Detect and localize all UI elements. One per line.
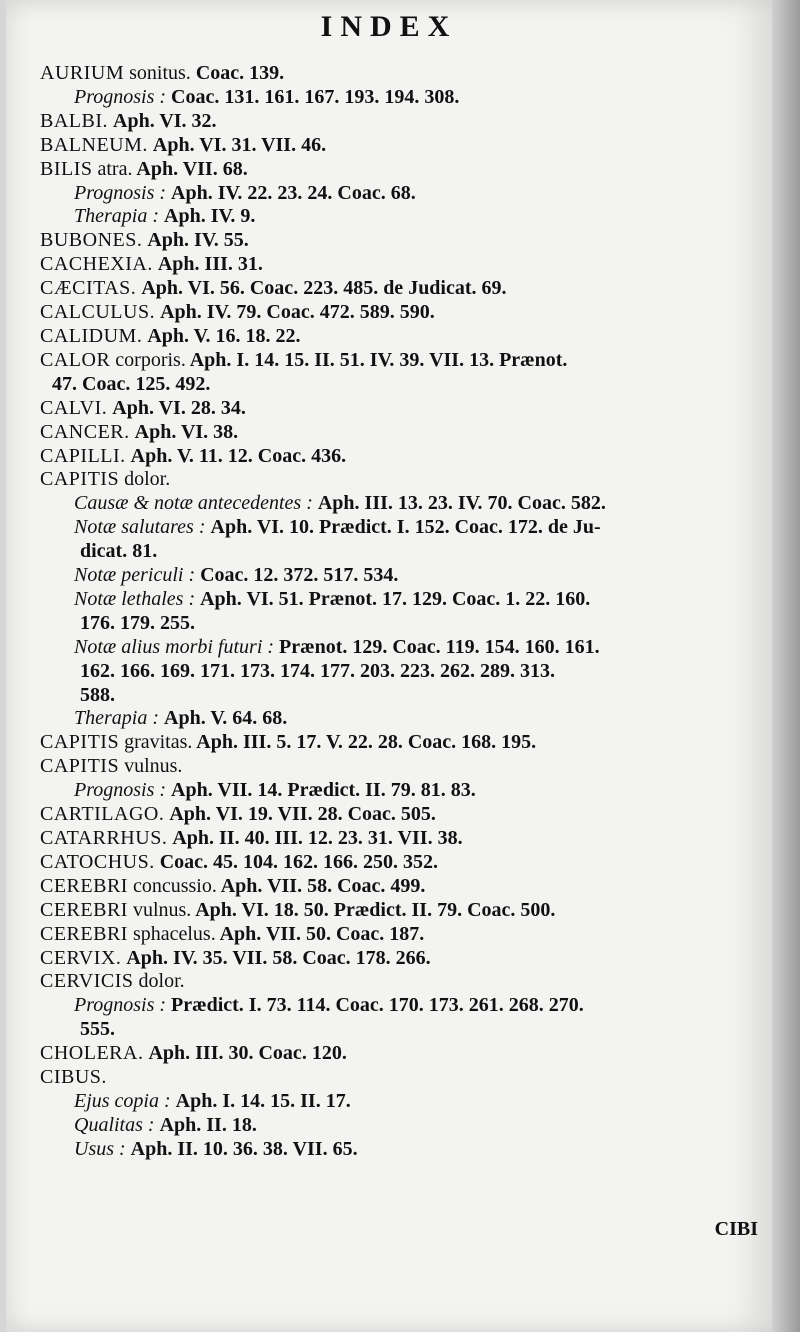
entry-heading: CATARRHUS.: [40, 827, 168, 849]
index-subentry: [40, 516, 765, 540]
entry-heading: CHOLERA.: [40, 1042, 144, 1065]
entry-references: Aph. VI. 31. VII. 46.: [152, 133, 327, 156]
entry-references: Aph. III. 13. 23. IV. 70. Coac. 582.: [317, 492, 606, 515]
index-subentry: [40, 1138, 765, 1162]
entry-text: sonitus.: [129, 62, 191, 84]
index-subentry: [40, 994, 765, 1018]
index-subentry: [40, 707, 765, 731]
index-entry: [40, 158, 765, 182]
entry-references: Aph. VI. 56. Coac. 223. 485. de Judicat. 69.: [141, 277, 507, 300]
entry-references: Aph. IV. 35. VII. 58. Coac. 178. 266.: [126, 946, 431, 969]
index-subentry: [40, 86, 765, 110]
index-entry: [40, 803, 765, 827]
entry-heading: BALBI.: [40, 109, 108, 132]
entry-label: Notæ salutares :: [74, 516, 206, 539]
entry-references: Prænot. 129. Coac. 119. 154. 160. 161.: [279, 635, 600, 658]
entry-references: Aph. VII. 50. Coac. 187.: [215, 922, 425, 945]
index-entry-continuation: [40, 373, 765, 397]
index-entry-continuation: [40, 684, 765, 708]
index-entry: [40, 899, 765, 923]
entry-references: 176. 179. 255.: [80, 611, 195, 634]
entry-text: sphacelus.: [132, 922, 216, 945]
entry-heading: CALOR: [40, 348, 111, 371]
entry-references: Aph. V. 64. 68.: [164, 707, 288, 730]
index-entry: [40, 325, 765, 349]
index-subentry: [40, 1090, 765, 1114]
page-edge-shadow: [772, 0, 800, 1332]
index-subentry: [40, 492, 765, 516]
page-title: INDEX: [320, 10, 458, 43]
entry-label: Notæ alius morbi futuri :: [74, 635, 275, 658]
index-entry: [40, 731, 765, 755]
index-entry: [40, 923, 765, 947]
entry-references: Coac. 139.: [190, 62, 285, 84]
entry-references: Coac. 12. 372. 517. 534.: [200, 564, 399, 587]
entry-references: Aph. III. 5. 17. V. 22. 28. Coac. 168. 195.: [192, 731, 537, 754]
index-entry: [40, 851, 765, 875]
entry-label: Causæ & notæ antecedentes :: [74, 492, 313, 515]
entry-label: Notæ periculi :: [74, 564, 196, 587]
entry-references: Aph. V. 11. 12. Coac. 436.: [130, 444, 347, 467]
entry-references: Aph. I. 14. 15. II. 51. IV. 39. VII. 13. Prænot.: [185, 348, 568, 371]
entry-references: Coac. 131. 161. 167. 193. 194. 308.: [171, 85, 460, 108]
index-subentry: [40, 636, 765, 660]
entry-text: atra.: [97, 157, 133, 180]
index-subentry: [40, 564, 765, 588]
index-subentry: [40, 1114, 765, 1138]
entry-text: gravitas.: [124, 731, 193, 754]
entry-text: dolor.: [124, 468, 171, 491]
index-subentry: [40, 205, 765, 229]
entry-references: 47. Coac. 125. 492.: [52, 372, 211, 395]
entry-heading: CALIDUM.: [40, 324, 143, 347]
entry-references: Aph. III. 31.: [157, 253, 263, 276]
index-entry: [40, 349, 765, 373]
entry-text: vulnus.: [124, 755, 183, 778]
index-entry: [40, 755, 765, 779]
entry-heading: CALVI.: [40, 396, 108, 419]
entry-references: Aph. VII. 14. Prædict. II. 79. 81. 83.: [171, 779, 476, 802]
entry-heading: CEREBRI: [40, 898, 128, 921]
entry-references: Aph. I. 14. 15. II. 17.: [175, 1089, 351, 1112]
entry-references: Aph. VII. 68.: [132, 157, 248, 180]
entry-heading: CERVICIS: [40, 970, 134, 993]
index-entry: [40, 445, 765, 469]
entry-references: Aph. VI. 32.: [113, 109, 217, 132]
entry-references: dicat. 81.: [80, 540, 158, 563]
entry-references: Aph. IV. 55.: [147, 229, 249, 252]
entry-references: Prædict. I. 73. 114. Coac. 170. 173. 261. 268. 270.: [171, 994, 584, 1017]
entry-references: Aph. VI. 38.: [134, 420, 239, 443]
entry-heading: AURIUM: [40, 62, 125, 84]
entry-label: Prognosis :: [74, 85, 167, 108]
index-subentry: [40, 182, 765, 206]
entry-heading: BALNEUM.: [40, 133, 148, 156]
entry-label: Prognosis :: [74, 994, 167, 1017]
entry-heading: BUBONES.: [40, 229, 143, 252]
entry-label: Prognosis :: [74, 779, 167, 802]
entry-heading: CEREBRI: [40, 874, 128, 897]
index-entry-continuation: [40, 1018, 765, 1042]
entry-references: Coac. 45. 104. 162. 166. 250. 352.: [159, 850, 439, 873]
entry-references: Aph. IV. 79. Coac. 472. 589. 590.: [160, 301, 435, 324]
entry-references: Aph. VI. 19. VII. 28. Coac. 505.: [169, 803, 436, 826]
index-entry: [40, 62, 765, 86]
index-entry-continuation: [40, 660, 765, 684]
entry-text: concussio.: [132, 874, 217, 897]
entry-label: Qualitas :: [74, 1113, 155, 1136]
entry-heading: CAPITIS: [40, 755, 120, 778]
entry-references: Aph. VI. 10. Prædict. I. 152. Coac. 172. de Ju-: [210, 516, 601, 539]
index-entry: [40, 947, 765, 971]
entry-heading: CIBUS.: [40, 1066, 107, 1089]
entry-heading: CANCER.: [40, 420, 130, 443]
index-entry: [40, 970, 765, 994]
index-entry: [40, 468, 765, 492]
entry-references: 555.: [80, 1018, 115, 1041]
entry-heading: CALCULUS.: [40, 301, 156, 324]
entry-references: Aph. VI. 28. 34.: [112, 396, 246, 419]
entry-text: corporis.: [115, 348, 186, 371]
index-entry: [40, 110, 765, 134]
entry-label: Notæ lethales :: [74, 587, 196, 610]
index-entry: [40, 1066, 765, 1090]
book-page: [6, 0, 772, 1332]
entry-references: Aph. III. 30. Coac. 120.: [148, 1042, 347, 1065]
entry-references: Aph. II. 18.: [159, 1113, 257, 1136]
entry-heading: CAPILLI.: [40, 444, 126, 467]
entry-label: Prognosis :: [74, 181, 167, 204]
entry-label: Therapia :: [74, 205, 159, 228]
entry-text: dolor.: [138, 970, 185, 993]
index-entry: [40, 1042, 765, 1066]
entry-references: Aph. VI. 51. Prænot. 17. 129. Coac. 1. 22. 160.: [200, 587, 591, 610]
index-subentry: [40, 779, 765, 803]
entry-references: Aph. VI. 18. 50. Prædict. II. 79. Coac. 500.: [191, 898, 556, 921]
entry-heading: BILIS: [40, 157, 93, 180]
index-list: [40, 62, 765, 1162]
entry-label: Usus :: [74, 1137, 126, 1160]
index-entry: [40, 421, 765, 445]
entry-label: Therapia :: [74, 707, 159, 730]
index-entry: [40, 229, 765, 253]
entry-heading: CEREBRI: [40, 922, 128, 945]
entry-references: Aph. VII. 58. Coac. 499.: [216, 874, 426, 897]
index-entry: [40, 277, 765, 301]
entry-heading: CARTILAGO.: [40, 803, 165, 826]
entry-references: 588.: [80, 683, 115, 706]
index-entry-continuation: [40, 612, 765, 636]
entry-heading: CATOCHUS.: [40, 850, 155, 873]
index-entry: [40, 827, 765, 851]
entry-label: Ejus copia :: [74, 1089, 171, 1112]
entry-references: Aph. IV. 9.: [164, 205, 256, 228]
index-subentry: [40, 588, 765, 612]
index-entry-continuation: [40, 540, 765, 564]
entry-references: Aph. V. 16. 18. 22.: [147, 324, 301, 347]
entry-heading: CACHEXIA.: [40, 253, 153, 276]
index-entry: [40, 301, 765, 325]
entry-references: Aph. II. 40. III. 12. 23. 31. VII. 38.: [172, 827, 463, 849]
index-entry: [40, 875, 765, 899]
entry-heading: CÆCITAS.: [40, 277, 137, 300]
entry-text: vulnus.: [132, 898, 192, 921]
entry-heading: CERVIX.: [40, 946, 122, 969]
entry-references: Aph. II. 10. 36. 38. VII. 65.: [130, 1137, 358, 1160]
entry-heading: CAPITIS: [40, 731, 120, 754]
catchword: CIBI: [714, 1218, 758, 1240]
index-entry: [40, 397, 765, 421]
entry-references: Aph. IV. 22. 23. 24. Coac. 68.: [171, 181, 416, 204]
entry-references: 162. 166. 169. 171. 173. 174. 177. 203. 223. 262. 289. 313.: [80, 659, 555, 682]
entry-heading: CAPITIS: [40, 468, 120, 491]
index-entry: [40, 134, 765, 158]
index-entry: [40, 253, 765, 277]
